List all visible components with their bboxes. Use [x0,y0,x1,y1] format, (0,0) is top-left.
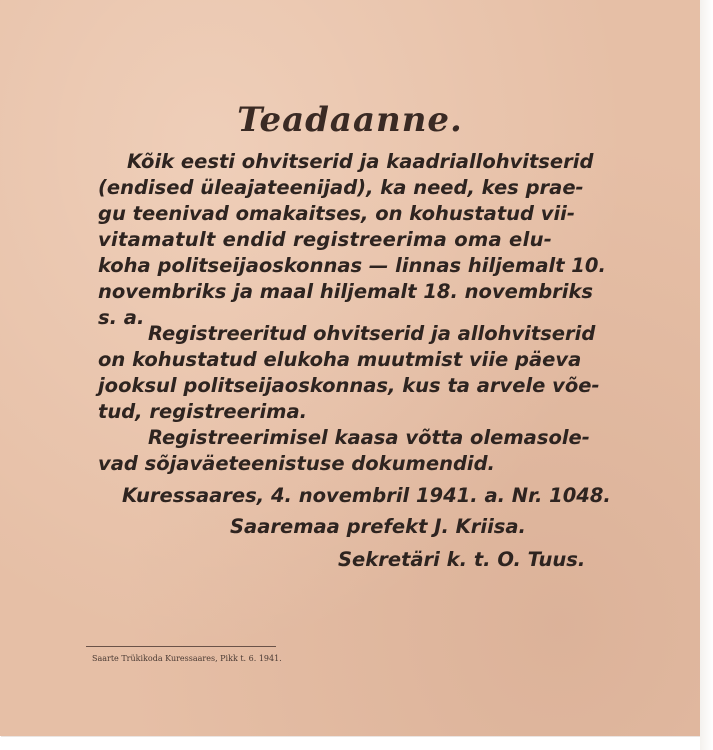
text-line: koha politseijaoskonnas — linnas hiljemalt 10. [98,254,606,277]
text-line: Registreeritud ohvitserid ja allohvitserid [148,322,596,345]
text-line: novembriks ja maal hiljemalt 18. novembriks [98,280,594,303]
text-line: vitamatult endid registreerima oma elu- [98,228,553,251]
signature-prefect: Saaremaa prefekt J. Kriisa. [230,515,526,538]
footer-rule [86,646,276,647]
place-date-line: Kuressaares, 4. novembril 1941. a. Nr. 1048. [122,484,611,507]
scan-margin [700,0,713,750]
text-line: jooksul politseijaoskonnas, kus ta arvele võe- [98,374,600,397]
text-line: tud, registreerima. [98,400,308,423]
text-line: gu teenivad omakaitses, on kohustatud vii- [98,202,575,225]
signature-secretary: Sekretäri k. t. O. Tuus. [338,548,586,571]
text-line: vad sõjaväeteenistuse dokumendid. [98,452,495,475]
notice-title: Teadaanne. [237,100,463,140]
text-line: Registreerimisel kaasa võtta olemasole- [148,426,590,449]
text-line: Kõik eesti ohvitserid ja kaadriallohvitserid [127,150,594,173]
text-line: on kohustatud elukoha muutmist viie päeva [98,348,582,371]
text-line: (endised üleajateenijad), ka need, kes prae- [98,176,584,199]
text-line: s. a. [98,306,145,329]
printer-imprint: Saarte Trükikoda Kuressaares, Pikk t. 6. 1941. [92,654,282,663]
